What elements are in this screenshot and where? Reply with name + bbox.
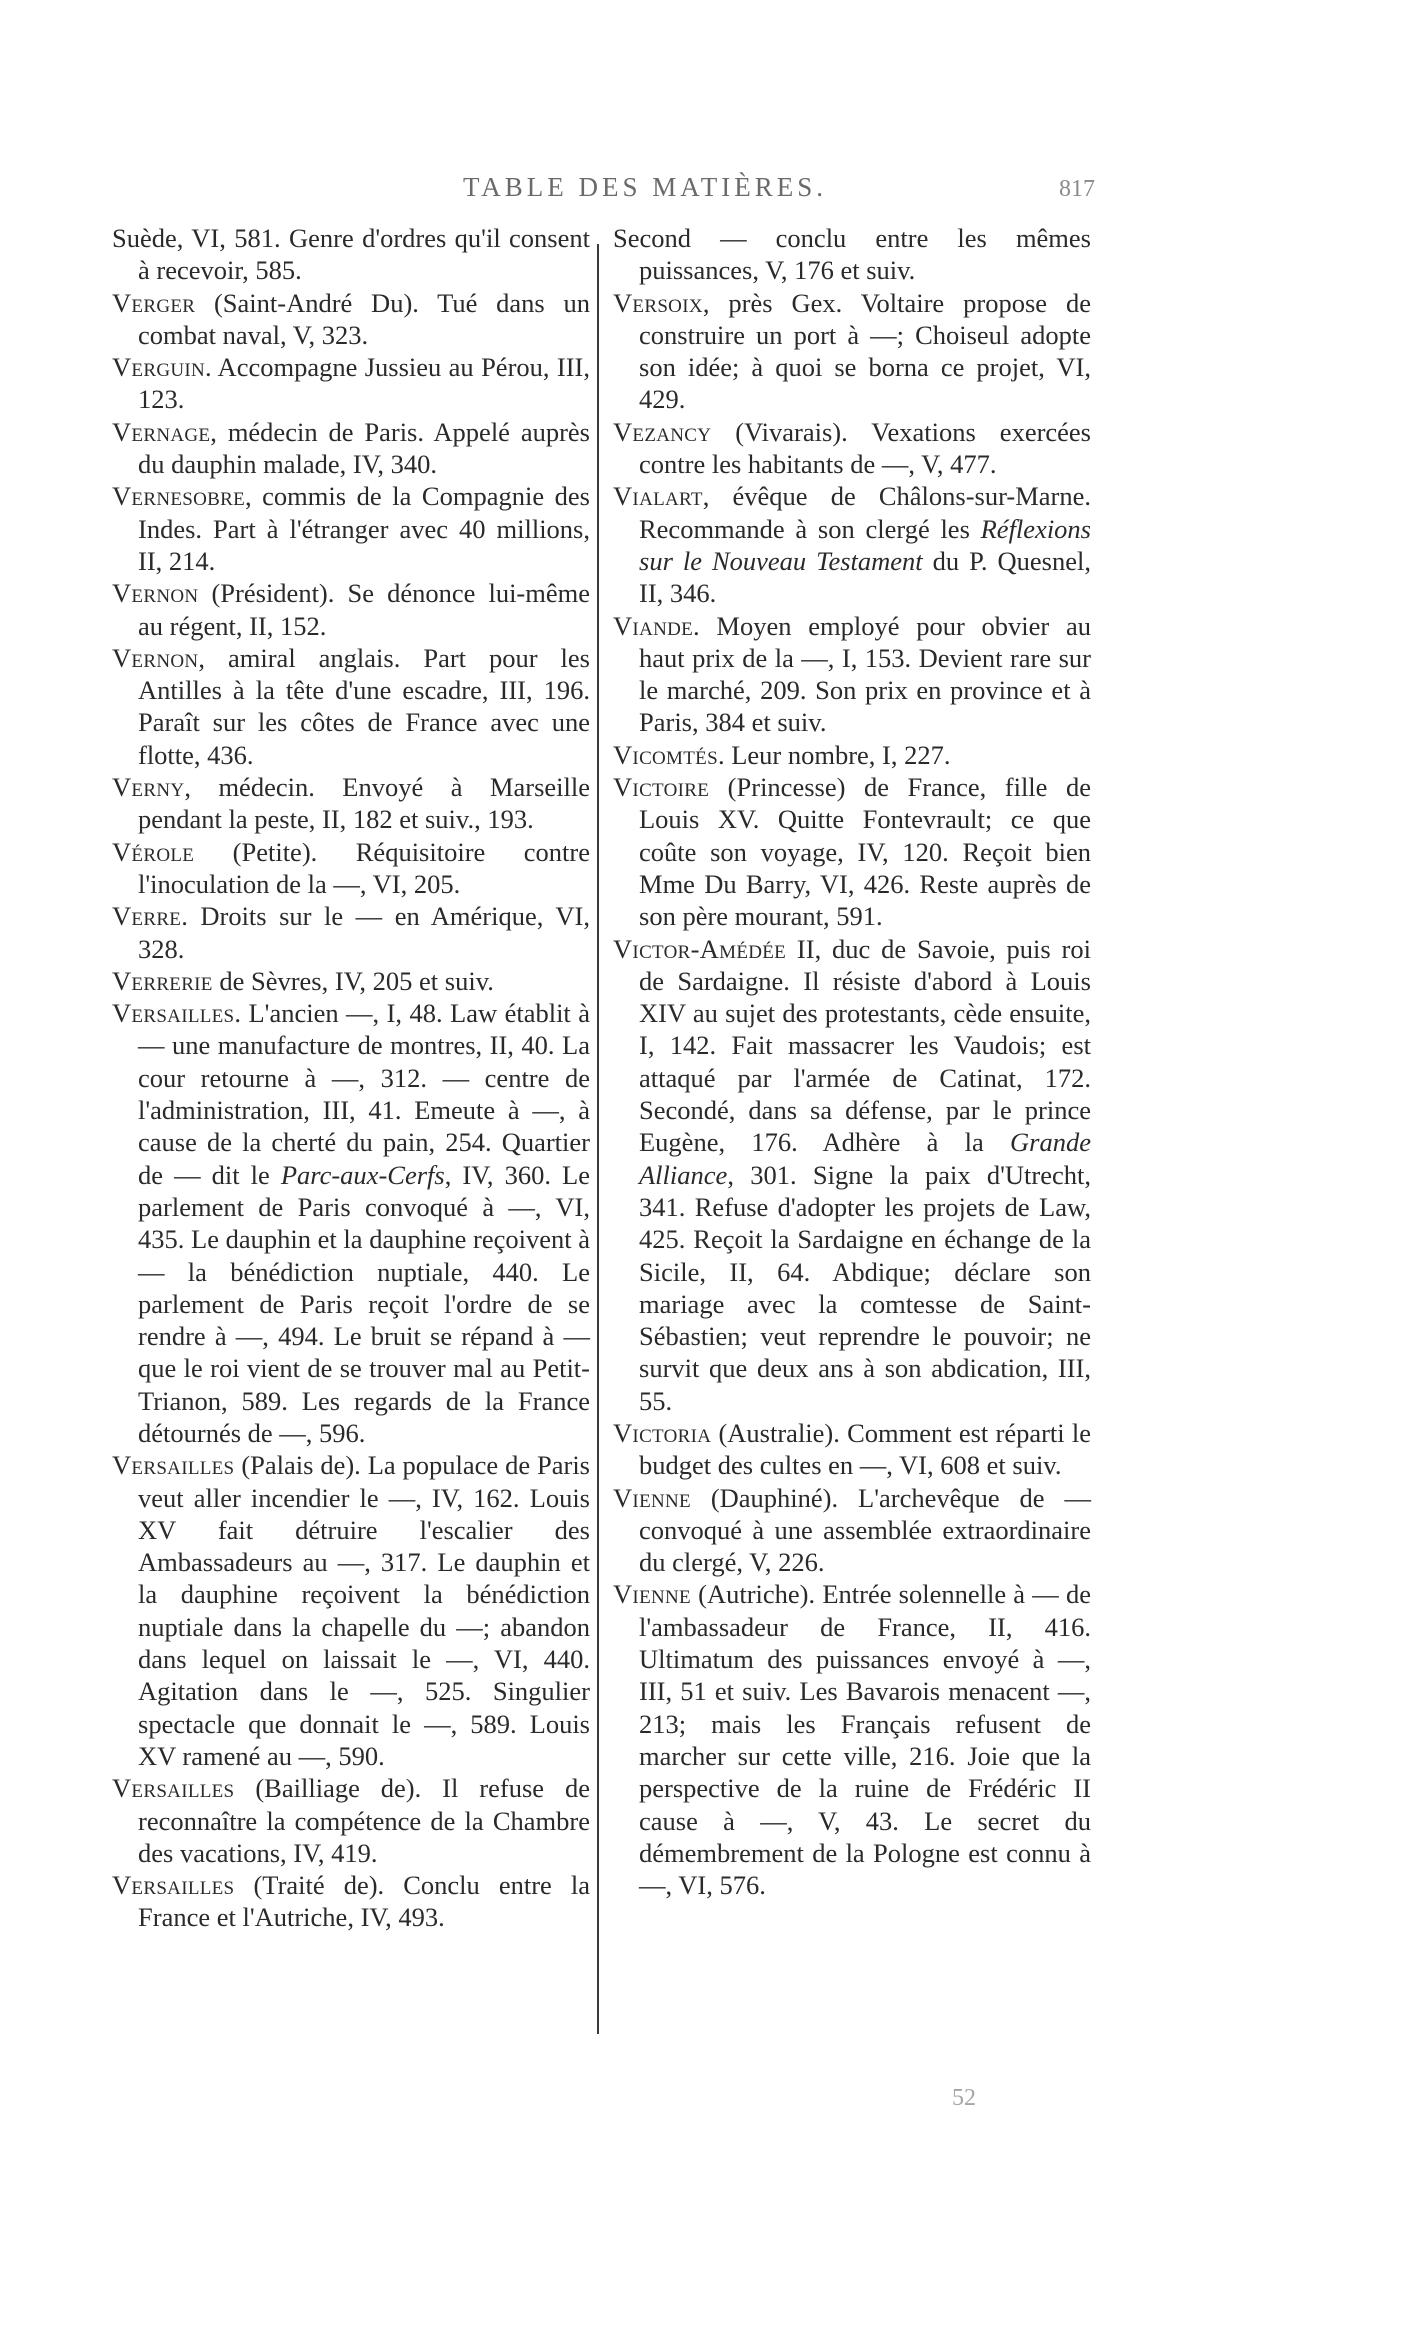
entry-text: , médecin. Envoyé à Marseille pendant la peste, II, 182 et suiv., 193. — [138, 772, 590, 835]
entry-text: de Sèvres, IV, 205 et suiv. — [212, 965, 494, 996]
index-entry — [613, 1417, 1091, 1482]
entry-text: (Bailliage de). Il refuse de reconnaître la compétence de la Chambre des vacations, IV, 419. — [138, 1773, 590, 1868]
index-entry — [112, 1449, 590, 1772]
entry-italic-title: Réflexions sur le Nouveau Testament — [639, 513, 1091, 576]
index-entry — [112, 351, 590, 416]
index-entry — [112, 1772, 590, 1869]
index-entry — [613, 933, 1091, 1417]
entry-headword: Versoix — [613, 287, 703, 318]
entry-text: , amiral anglais. Part pour les Antilles à la tête d'une escadre, III, 196. Paraît sur les côtes de France avec une flotte, 436. — [138, 642, 590, 770]
entry-text: (Président). Se dénonce lui-même au régent, II, 152. — [138, 578, 590, 641]
entry-text: Suède, VI, 581. Genre d'ordres qu'il consent à recevoir, 585. — [112, 223, 590, 286]
entry-text: (Autriche). Entrée solennelle à — de l'ambassadeur de France, II, 416. Ultimatum des puissances envoyé à —, III, 51 et suiv. Les Bavarois menacent —, 213; mais les Français refusent de marcher sur cette ville, 216. Joie que la perspective de la ruine de Frédéric II cause à —, V, 43. Le secret du démembrement de la Pologne est connu à —, VI, 576. — [639, 1579, 1091, 1901]
index-entry — [613, 739, 1091, 771]
entry-headword: Vernon — [112, 642, 199, 673]
entry-headword: Vernon — [112, 578, 199, 609]
entry-headword: Verrerie — [112, 965, 213, 996]
index-entry — [112, 222, 590, 287]
entry-text: (Palais de). La populace de Paris veut aller incendier le —, IV, 162. Louis XV fait détruire l'escalier des Ambassadeurs au —, 317. Le dauphin et la dauphine reçoivent la bénédiction nuptiale dans la chapelle du —; abandon dans lequel on laissait le —, VI, 440. Agitation dans le —, 525. Singulier spectacle que donnait le —, 589. Louis XV ramené au —, 590. — [138, 1450, 590, 1771]
column-divider-rule — [597, 244, 599, 2034]
entry-headword: Verger — [112, 287, 196, 318]
entry-headword: Victoire — [613, 772, 710, 803]
entry-headword: Victor-Amédée — [613, 933, 787, 964]
entry-text: (Princesse) de France, fille de Louis XV. Quitte Fontevrault; ce que coûte son voyage, IV, 120. Reçoit bien Mme Du Barry, VI, 426. Reste auprès de son père mourant, 591. — [639, 772, 1091, 932]
index-entry — [112, 900, 590, 965]
printer-signature-mark: 52 — [952, 2085, 976, 2111]
running-head-title: TABLE DES MATIÈRES. — [462, 172, 828, 202]
entry-italic-title: Grande Alliance — [639, 1127, 1091, 1190]
entry-text: (Dauphiné). L'archevêque de — convoqué à une assemblée extraordinaire du clergé, V, 226. — [639, 1482, 1091, 1578]
entry-text: (Traité de). Conclu entre la France et l'Autriche, IV, 493. — [138, 1870, 590, 1933]
entry-text-continued: , 301. Signe la paix d'Utrecht, 341. Refuse d'adopter les projets de Law, 425. Reçoit la Sardaigne en échange de la Sicile, II, 64. Abdique; déclare son mariage avec la comtesse de Saint-Sébastien; veut reprendre le pouvoir; ne survit que deux ans à son abdication, III, 55. — [639, 1159, 1091, 1416]
entry-text: . L'ancien —, I, 48. Law établit à — une manufacture de montres, II, 40. La cour retourne à —, 312. — centre de l'administration, III, 41. Emeute à —, à cause de la cherté du pain, 254. Quartier de — dit le — [138, 998, 590, 1190]
entry-text: , médecin de Paris. Appelé auprès du dauphin malade, IV, 340. — [138, 416, 590, 480]
entry-text: . Droits sur le — en Amérique, VI, 328. — [138, 901, 590, 964]
index-entry — [613, 1482, 1091, 1579]
entry-headword: Vialart — [613, 481, 703, 512]
entry-headword: Verre — [112, 901, 182, 932]
entry-text: II, duc de Savoie, puis roi de Sardaigne. Il résiste d'abord à Louis XIV au sujet des protestants, cède ensuite, I, 142. Fait massacrer les Vaudois; est attaqué par l'armée de Catinat, 172. Secondé, dans sa défense, par le prince Eugène, 176. Adhère à la — [639, 933, 1091, 1158]
entry-headword: Vicomtés — [613, 739, 718, 770]
entry-text: (Saint-André Du). Tué dans un combat naval, V, 323. — [138, 287, 590, 350]
page-number: 817 — [1059, 176, 1095, 202]
entry-text: (Petite). Réquisitoire contre l'inoculation de la —, VI, 205. — [138, 836, 590, 899]
entry-text: (Australie). Comment est réparti le budget des cultes en —, VI, 608 et suiv. — [639, 1417, 1091, 1481]
index-entry — [112, 997, 590, 1449]
entry-italic-title: Parc-aux-Cerfs — [280, 1159, 445, 1190]
index-column-right — [613, 222, 1091, 1901]
index-entry — [613, 610, 1091, 739]
index-entry — [112, 480, 590, 577]
index-entry — [613, 771, 1091, 932]
entry-headword: Verny — [112, 772, 185, 803]
index-entry — [613, 1578, 1091, 1901]
index-entry — [613, 416, 1091, 481]
index-entry — [613, 222, 1091, 287]
entry-headword: Viande — [613, 610, 694, 641]
index-entry — [613, 480, 1091, 609]
entry-text: (Vivarais). Vexations exercées contre les habitants de —, V, 477. — [639, 416, 1091, 480]
index-entry — [112, 287, 590, 352]
entry-headword: Verguin — [112, 352, 206, 383]
entry-headword: Vezancy — [613, 416, 712, 447]
entry-text: . Moyen employé pour obvier au haut prix de la —, I, 153. Devient rare sur le marché, 209. Son prix en province et à Paris, 384 et suiv. — [639, 610, 1091, 738]
entry-text: , évêque de Châlons-sur-Marne. Recommande à son clergé les — [639, 481, 1091, 544]
entry-headword: Vienne — [613, 1579, 691, 1610]
entry-headword: Versailles — [112, 1773, 235, 1804]
entry-headword: Vernesobre — [112, 481, 245, 512]
index-entry — [112, 642, 590, 771]
entry-headword: Versailles — [112, 1450, 235, 1481]
index-entry — [112, 416, 590, 481]
index-entry — [112, 836, 590, 901]
index-column-left — [112, 222, 590, 1934]
entry-text-continued: , IV, 360. Le parlement de Paris convoqué à —, VI, 435. Le dauphin et la dauphine reçoivent à — la bénédiction nuptiale, 440. Le parlement de Paris reçoit l'ordre de se rendre à —, 494. Le bruit se répand à — que le roi vient de se trouver mal au Petit-Trianon, 589. Les regards de la France détournés de —, 596. — [138, 1159, 590, 1448]
entry-headword: Victoria — [613, 1417, 712, 1448]
entry-text: , commis de la Compagnie des Indes. Part à l'étranger avec 40 millions, II, 214. — [138, 481, 590, 576]
entry-headword: Vernage — [112, 416, 211, 447]
index-entry — [112, 577, 590, 642]
entry-text: . Accompagne Jussieu au Pérou, III, 123. — [138, 352, 590, 415]
entry-text: . Leur nombre, I, 227. — [717, 739, 951, 770]
entry-text: , près Gex. Voltaire propose de construire un port à —; Choiseul adopte son idée; à quoi se borna ce projet, VI, 429. — [639, 287, 1091, 415]
index-entry — [613, 287, 1091, 416]
entry-text: Second — conclu entre les mêmes puissances, V, 176 et suiv. — [613, 223, 1091, 286]
entry-headword: Versailles — [112, 1870, 235, 1901]
entry-headword: Vérole — [112, 836, 195, 867]
index-entry — [112, 1869, 590, 1934]
entry-headword: Versailles — [112, 998, 235, 1029]
entry-text-continued: du P. Quesnel, II, 346. — [639, 545, 1091, 609]
index-entry — [112, 771, 590, 836]
entry-headword: Vienne — [613, 1482, 691, 1513]
index-entry — [112, 965, 590, 997]
